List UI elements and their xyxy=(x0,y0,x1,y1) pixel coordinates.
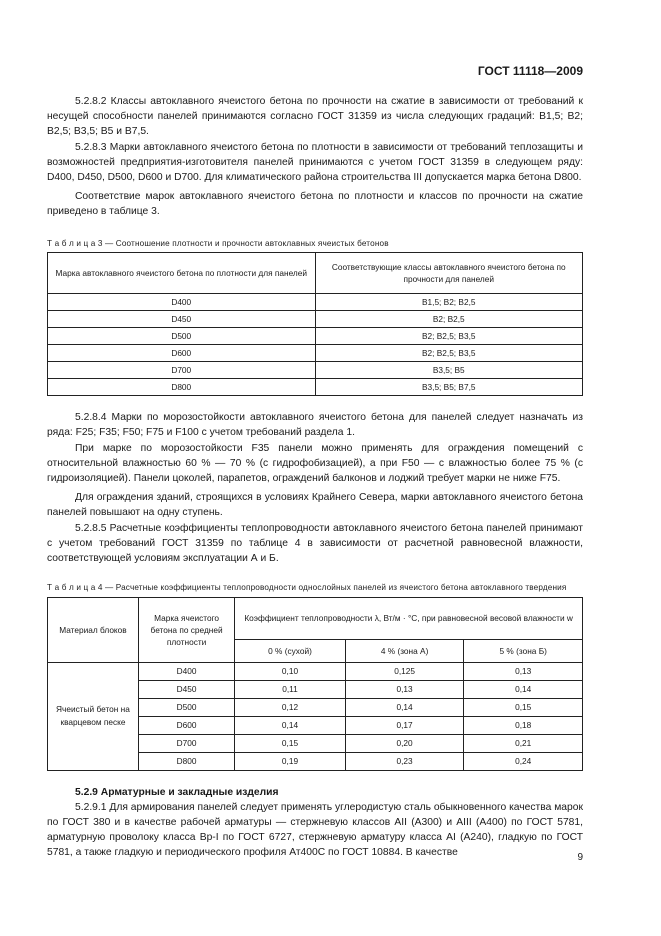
table-row xyxy=(48,294,583,311)
table3-cell: D600 xyxy=(48,345,316,362)
table3-cell: B2; B2,5; B3,5 xyxy=(315,328,583,345)
paragraph-5-2-8-5: 5.2.8.5 Расчетные коэффициенты теплопроводности автоклавного ячеистого бетона панелей принимают с учетом требований ГОСТ 31359 по таблице 4 в зависимости от расчетной равновесной влажности, соответствующей условиям эксплуатации А и Б. xyxy=(47,522,583,564)
table4-cell: D800 xyxy=(138,752,234,770)
table-row xyxy=(48,311,583,328)
table4-cell: 0,18 xyxy=(464,716,583,734)
table-row xyxy=(48,362,583,379)
table-4 xyxy=(47,597,583,771)
section-heading-5-2-9: 5.2.9 Арматурные и закладные изделия xyxy=(75,786,279,798)
table4-cell: 0,14 xyxy=(345,698,464,716)
table4-cell: 0,14 xyxy=(235,716,346,734)
table3-col-strength: Соответствующие классы автоклавного ячеистого бетона по прочности для панелей xyxy=(315,253,583,294)
table4-cell: 0,24 xyxy=(464,752,583,770)
table4-sub-zone-a: 4 % (зона А) xyxy=(345,639,464,662)
paragraph-5-2-8-4: 5.2.8.4 Марки по морозостойкости автоклавного ячеистого бетона для панелей следует назначать из ряда: F25; F35; F50; F75 и F100 с учетом требований раздела 1. xyxy=(47,412,583,439)
table4-cell: 0,10 xyxy=(235,662,346,680)
paragraph-5-2-9-1: 5.2.9.1 Для армирования панелей следует применять углеродистую сталь обыкновенного качества марок по ГОСТ 380 и в качестве рабочей арматуры — стержневую классов AII (А300) и AIII (А400) по ГОСТ 5781, арматурную проволоку класса Вр-I по ГОСТ 6727, стержневую арматуру класса AI (А240), гладкую по ГОСТ 5781, а также гладкую и периодического профиля Ат400С по ГОСТ 10884. В качестве xyxy=(47,801,583,859)
table3-cell: D700 xyxy=(48,362,316,379)
document-header: ГОСТ 11118—2009 xyxy=(477,64,583,78)
table4-cell: 0,13 xyxy=(345,680,464,698)
table4-cell: 0,17 xyxy=(345,716,464,734)
table4-cell: D400 xyxy=(138,662,234,680)
table3-cell: B2; B2,5 xyxy=(315,311,583,328)
table4-cell: D600 xyxy=(138,716,234,734)
table4-cell: D450 xyxy=(138,680,234,698)
table4-material-cell: Ячеистый бетон на кварцевом песке xyxy=(48,662,139,770)
table3-cell: D400 xyxy=(48,294,316,311)
paragraph-5-2-8-3: 5.2.8.3 Марки автоклавного ячеистого бетона по плотности в зависимости от требований теплозащиты и возможностей предприятия-изготовителя панелей принимаются с учетом ГОСТ 31359 в следующем ряду: D400, D450, D500, D600 и D700. Для климатического района строительства III допускается марка бетона D800. xyxy=(47,141,583,184)
table4-cell: 0,11 xyxy=(235,680,346,698)
page-number: 9 xyxy=(577,852,583,863)
table4-cell: 0,21 xyxy=(464,734,583,752)
table3-caption: Т а б л и ц а 3 — Соотношение плотности и прочности автоклавных ячеистых бетонов xyxy=(47,238,389,248)
table-row xyxy=(48,379,583,396)
table4-cell: 0,23 xyxy=(345,752,464,770)
table4-cell: 0,14 xyxy=(464,680,583,698)
paragraph-table3-ref: Соответствие марок автоклавного ячеистого бетона по плотности и классов по прочности на сжатие приведено в таблице 3. xyxy=(47,191,583,218)
paragraph-frost-f35: При марке по морозостойкости F35 панели можно применять для ограждения помещений с относительной влажностью 60 % — 70 % (с гидрофобизацией), а при F50 — с влажностью более 75 % (с гидроизоляцией). Панели цоколей, парапетов, ограждений балконов и лоджий требует марки не ниже F75. xyxy=(47,442,583,484)
table3-cell: D500 xyxy=(48,328,316,345)
table4-cell: D500 xyxy=(138,698,234,716)
table3-cell: D450 xyxy=(48,311,316,328)
table4-cell: D700 xyxy=(138,734,234,752)
table-3 xyxy=(47,252,583,396)
table4-cell: 0,15 xyxy=(235,734,346,752)
paragraph-5-2-8-2: 5.2.8.2 Классы автоклавного ячеистого бетона по прочности на сжатие в зависимости от требований к несущей способности панелей принимаются согласно ГОСТ 31359 из числа следующих градаций: B1,5; B2; B2,5; B3,5; B5 и B7,5. xyxy=(47,96,583,138)
table4-cell: 0,13 xyxy=(464,662,583,680)
table-row xyxy=(48,345,583,362)
table4-cell: 0,20 xyxy=(345,734,464,752)
table3-cell: D800 xyxy=(48,379,316,396)
table3-cell: B3,5; B5; B7,5 xyxy=(315,379,583,396)
paragraph-far-north: Для ограждения зданий, строящихся в условиях Крайнего Севера, марки автоклавного ячеистого бетона панелей повышают на одну ступень. xyxy=(47,492,583,519)
page-content xyxy=(47,94,583,860)
table4-cell: 0,125 xyxy=(345,662,464,680)
table-row xyxy=(48,328,583,345)
table3-cell: B2; B2,5; B3,5 xyxy=(315,345,583,362)
table4-sub-zone-b: 5 % (зона Б) xyxy=(464,639,583,662)
table4-caption: Т а б л и ц а 4 — Расчетные коэффициенты теплопроводности однослойных панелей из ячеистого бетона автоклавного твердения xyxy=(47,583,567,593)
table4-col-grade: Марка ячеистого бетона по средней плотности xyxy=(138,597,234,662)
table4-cell: 0,12 xyxy=(235,698,346,716)
table3-cell: B1,5; B2; B2,5 xyxy=(315,294,583,311)
table-row xyxy=(48,662,583,680)
table4-col-conductivity: Коэффициент теплопроводности λ, Вт/м · °С, при равновесной весовой влажности w xyxy=(235,597,583,639)
table4-col-material: Материал блоков xyxy=(48,597,139,662)
table3-col-density: Марка автоклавного ячеистого бетона по плотности для панелей xyxy=(48,253,316,294)
table4-sub-dry: 0 % (сухой) xyxy=(235,639,346,662)
table4-cell: 0,15 xyxy=(464,698,583,716)
table4-cell: 0,19 xyxy=(235,752,346,770)
table3-cell: B3,5; B5 xyxy=(315,362,583,379)
